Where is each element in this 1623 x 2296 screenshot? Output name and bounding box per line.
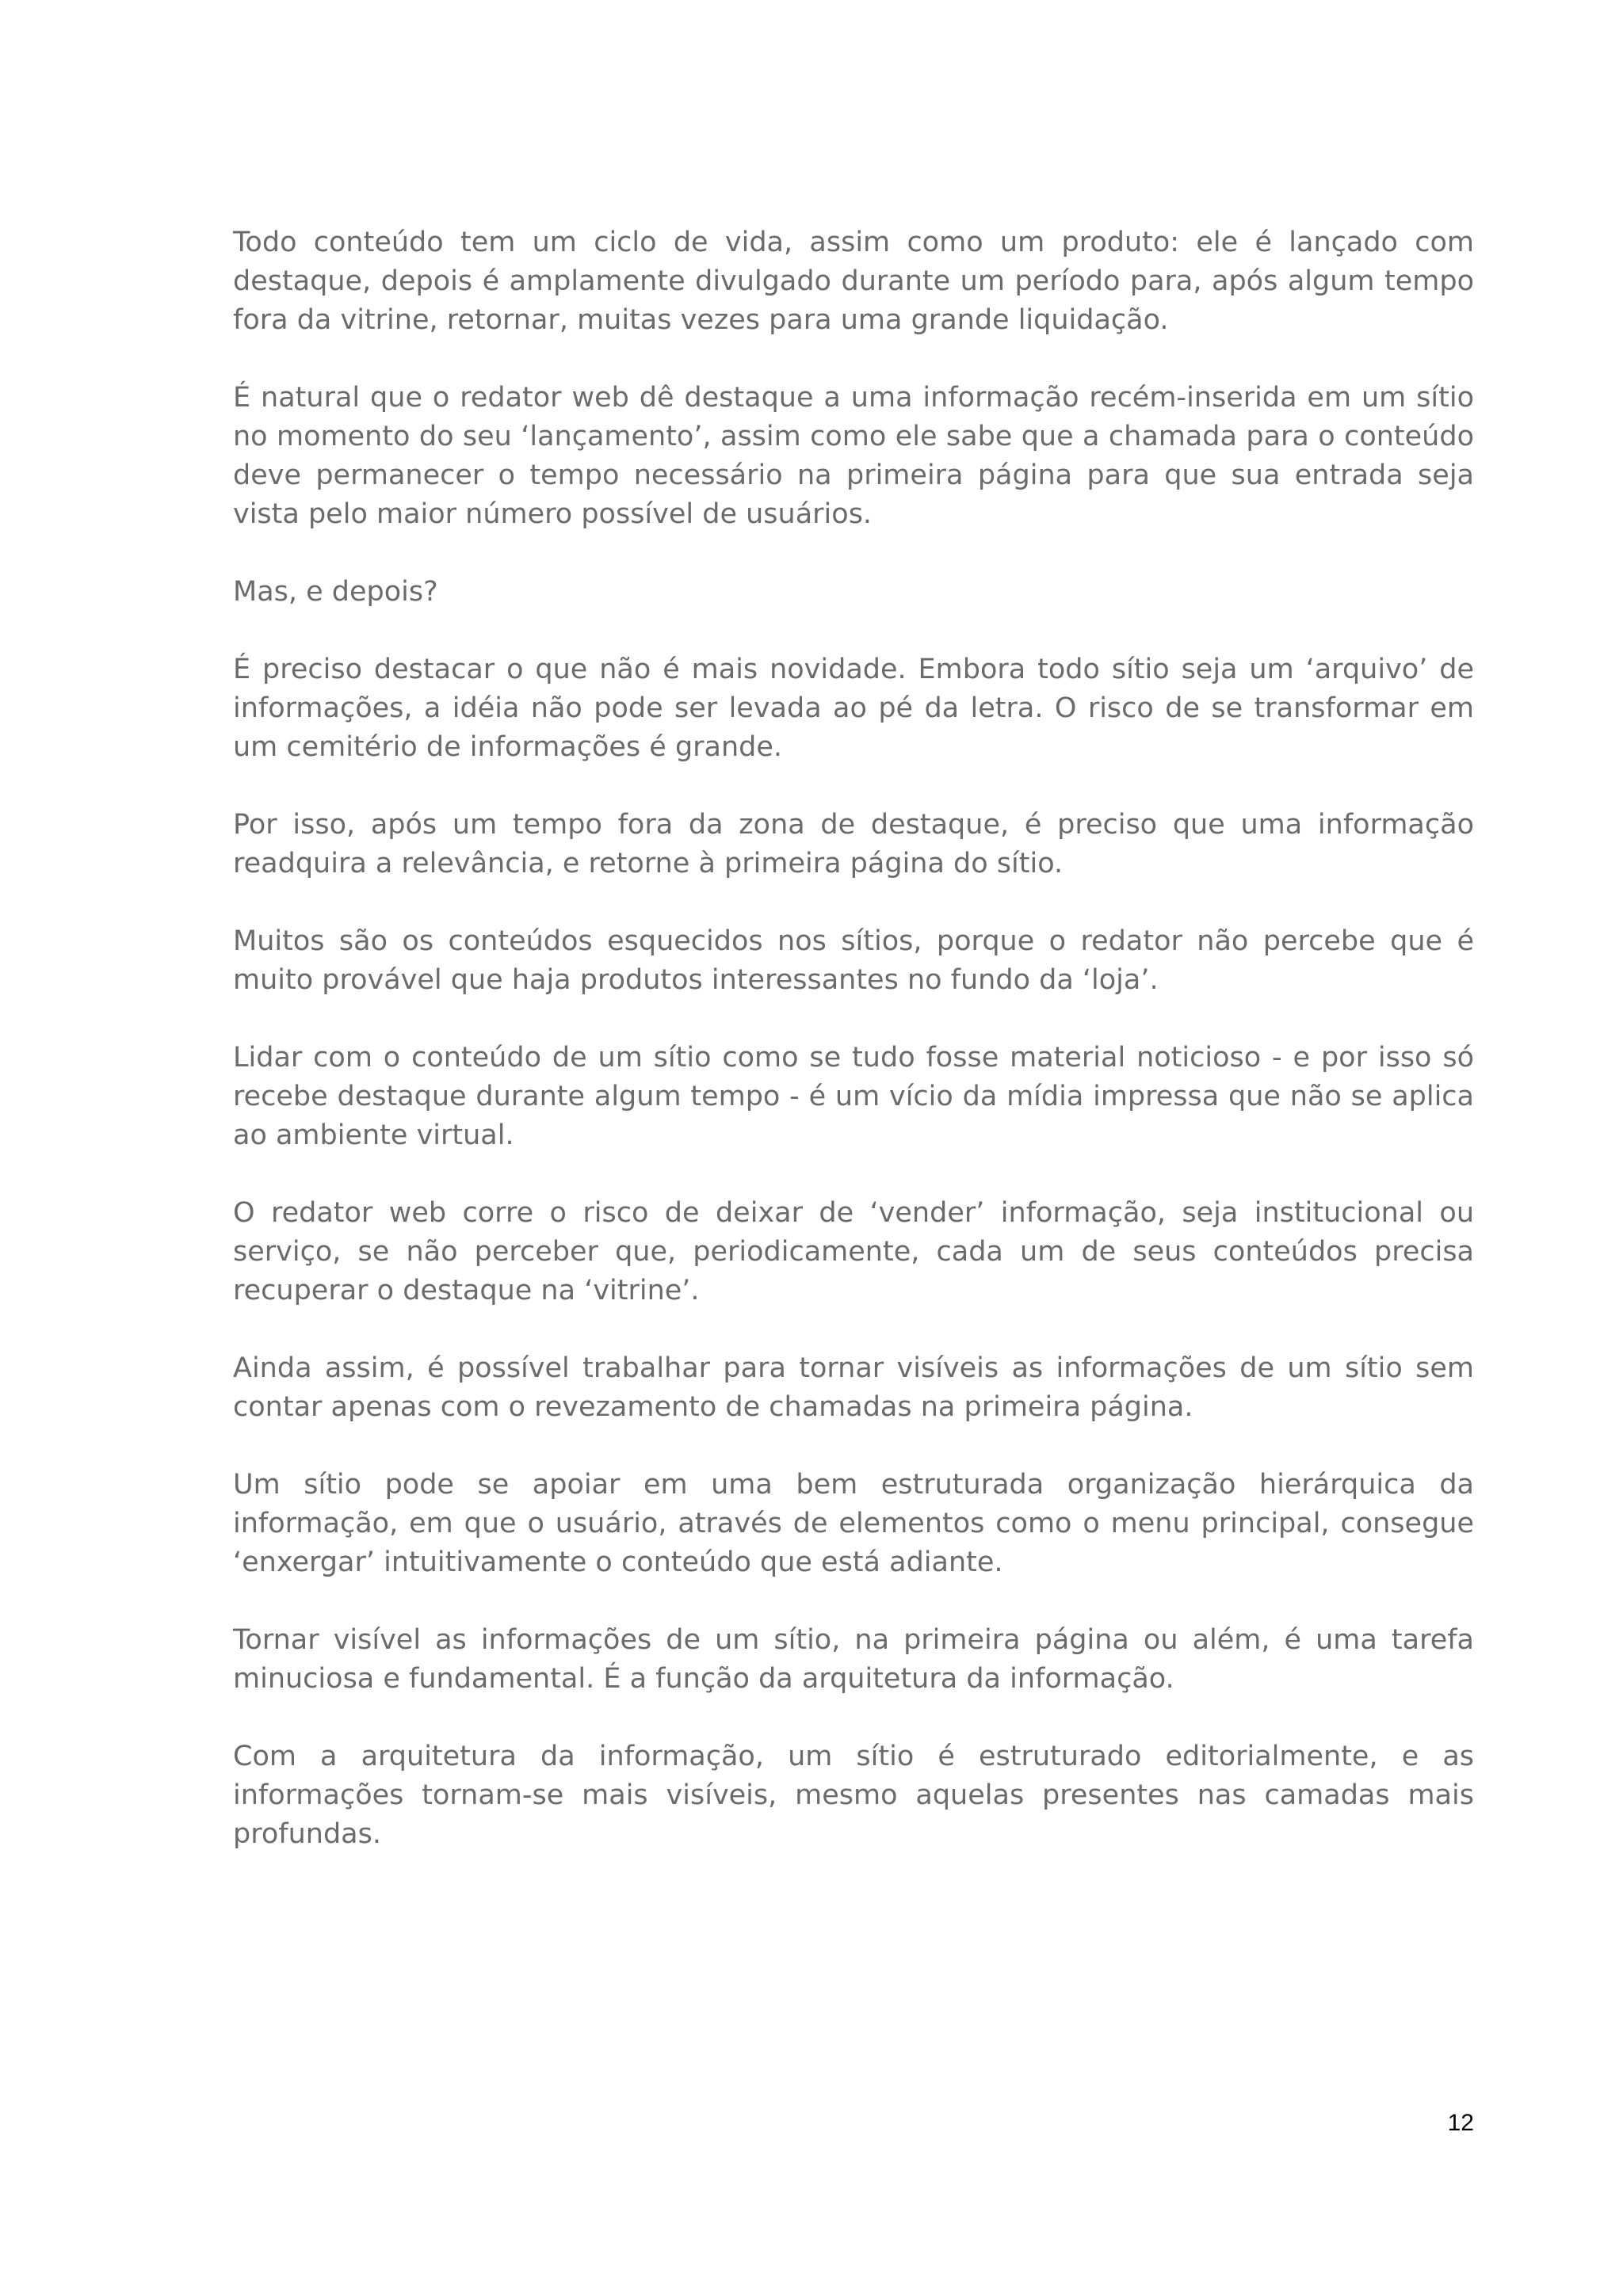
paragraph: Com a arquitetura da informação, um sítio é estruturado editorialmente, e as informações tornam-se mais visíveis, mesmo aquelas presentes nas camadas mais profundas. [233,1741,1474,1850]
paragraph: É preciso destacar o que não é mais novidade. Embora todo sítio seja um ‘arquivo’ de informações, a idéia não pode ser levada ao pé da letra. O risco de se transformar em um cemitério de informações é grande. [233,654,1474,763]
paragraph: Muitos são os conteúdos esquecidos nos sítios, porque o redator não percebe que é muito provável que haja produtos interessantes no fundo da ‘loja’. [233,925,1474,996]
page-number: 12 [1447,2110,1474,2136]
body-text [233,223,1474,1893]
paragraph: Lidar com o conteúdo de um sítio como se tudo fosse material noticioso - e por isso só recebe destaque durante algum tempo - é um vício da mídia impressa que não se aplica ao ambiente virtual. [233,1042,1474,1151]
paragraph: Um sítio pode se apoiar em uma bem estruturada organização hierárquica da informação, em que o usuário, através de elementos como o menu principal, consegue ‘enxergar’ intuitivamente o conteúdo que está adiante. [233,1469,1474,1578]
paragraph: Tornar visível as informações de um sítio, na primeira página ou além, é uma tarefa minuciosa e fundamental. É a função da arquitetura da informação. [233,1624,1474,1695]
paragraph: Por isso, após um tempo fora da zona de destaque, é preciso que uma informação readquira a relevância, e retorne à primeira página do sítio. [233,809,1474,879]
paragraph: Ainda assim, é possível trabalhar para tornar visíveis as informações de um sítio sem contar apenas com o revezamento de chamadas na primeira página. [233,1352,1474,1423]
paragraph: O redator web corre o risco de deixar de ‘vender’ informação, seja institucional ou serviço, se não perceber que, periodicamente, cada um de seus conteúdos precisa recuperar o destaque na ‘vitrine’. [233,1197,1474,1306]
paragraph: Mas, e depois? [233,576,438,608]
paragraph: É natural que o redator web dê destaque a uma informação recém-inserida em um sítio no momento do seu ‘lançamento’, assim como ele sabe que a chamada para o conteúdo deve permanecer o tempo necessário na primeira página para que sua entrada seja vista pelo maior número possível de usuários. [233,382,1474,530]
paragraph: Todo conteúdo tem um ciclo de vida, assim como um produto: ele é lançado com destaque, depois é amplamente divulgado durante um período para, após algum tempo fora da vitrine, retornar, muitas vezes para uma grande liquidação. [233,227,1474,336]
